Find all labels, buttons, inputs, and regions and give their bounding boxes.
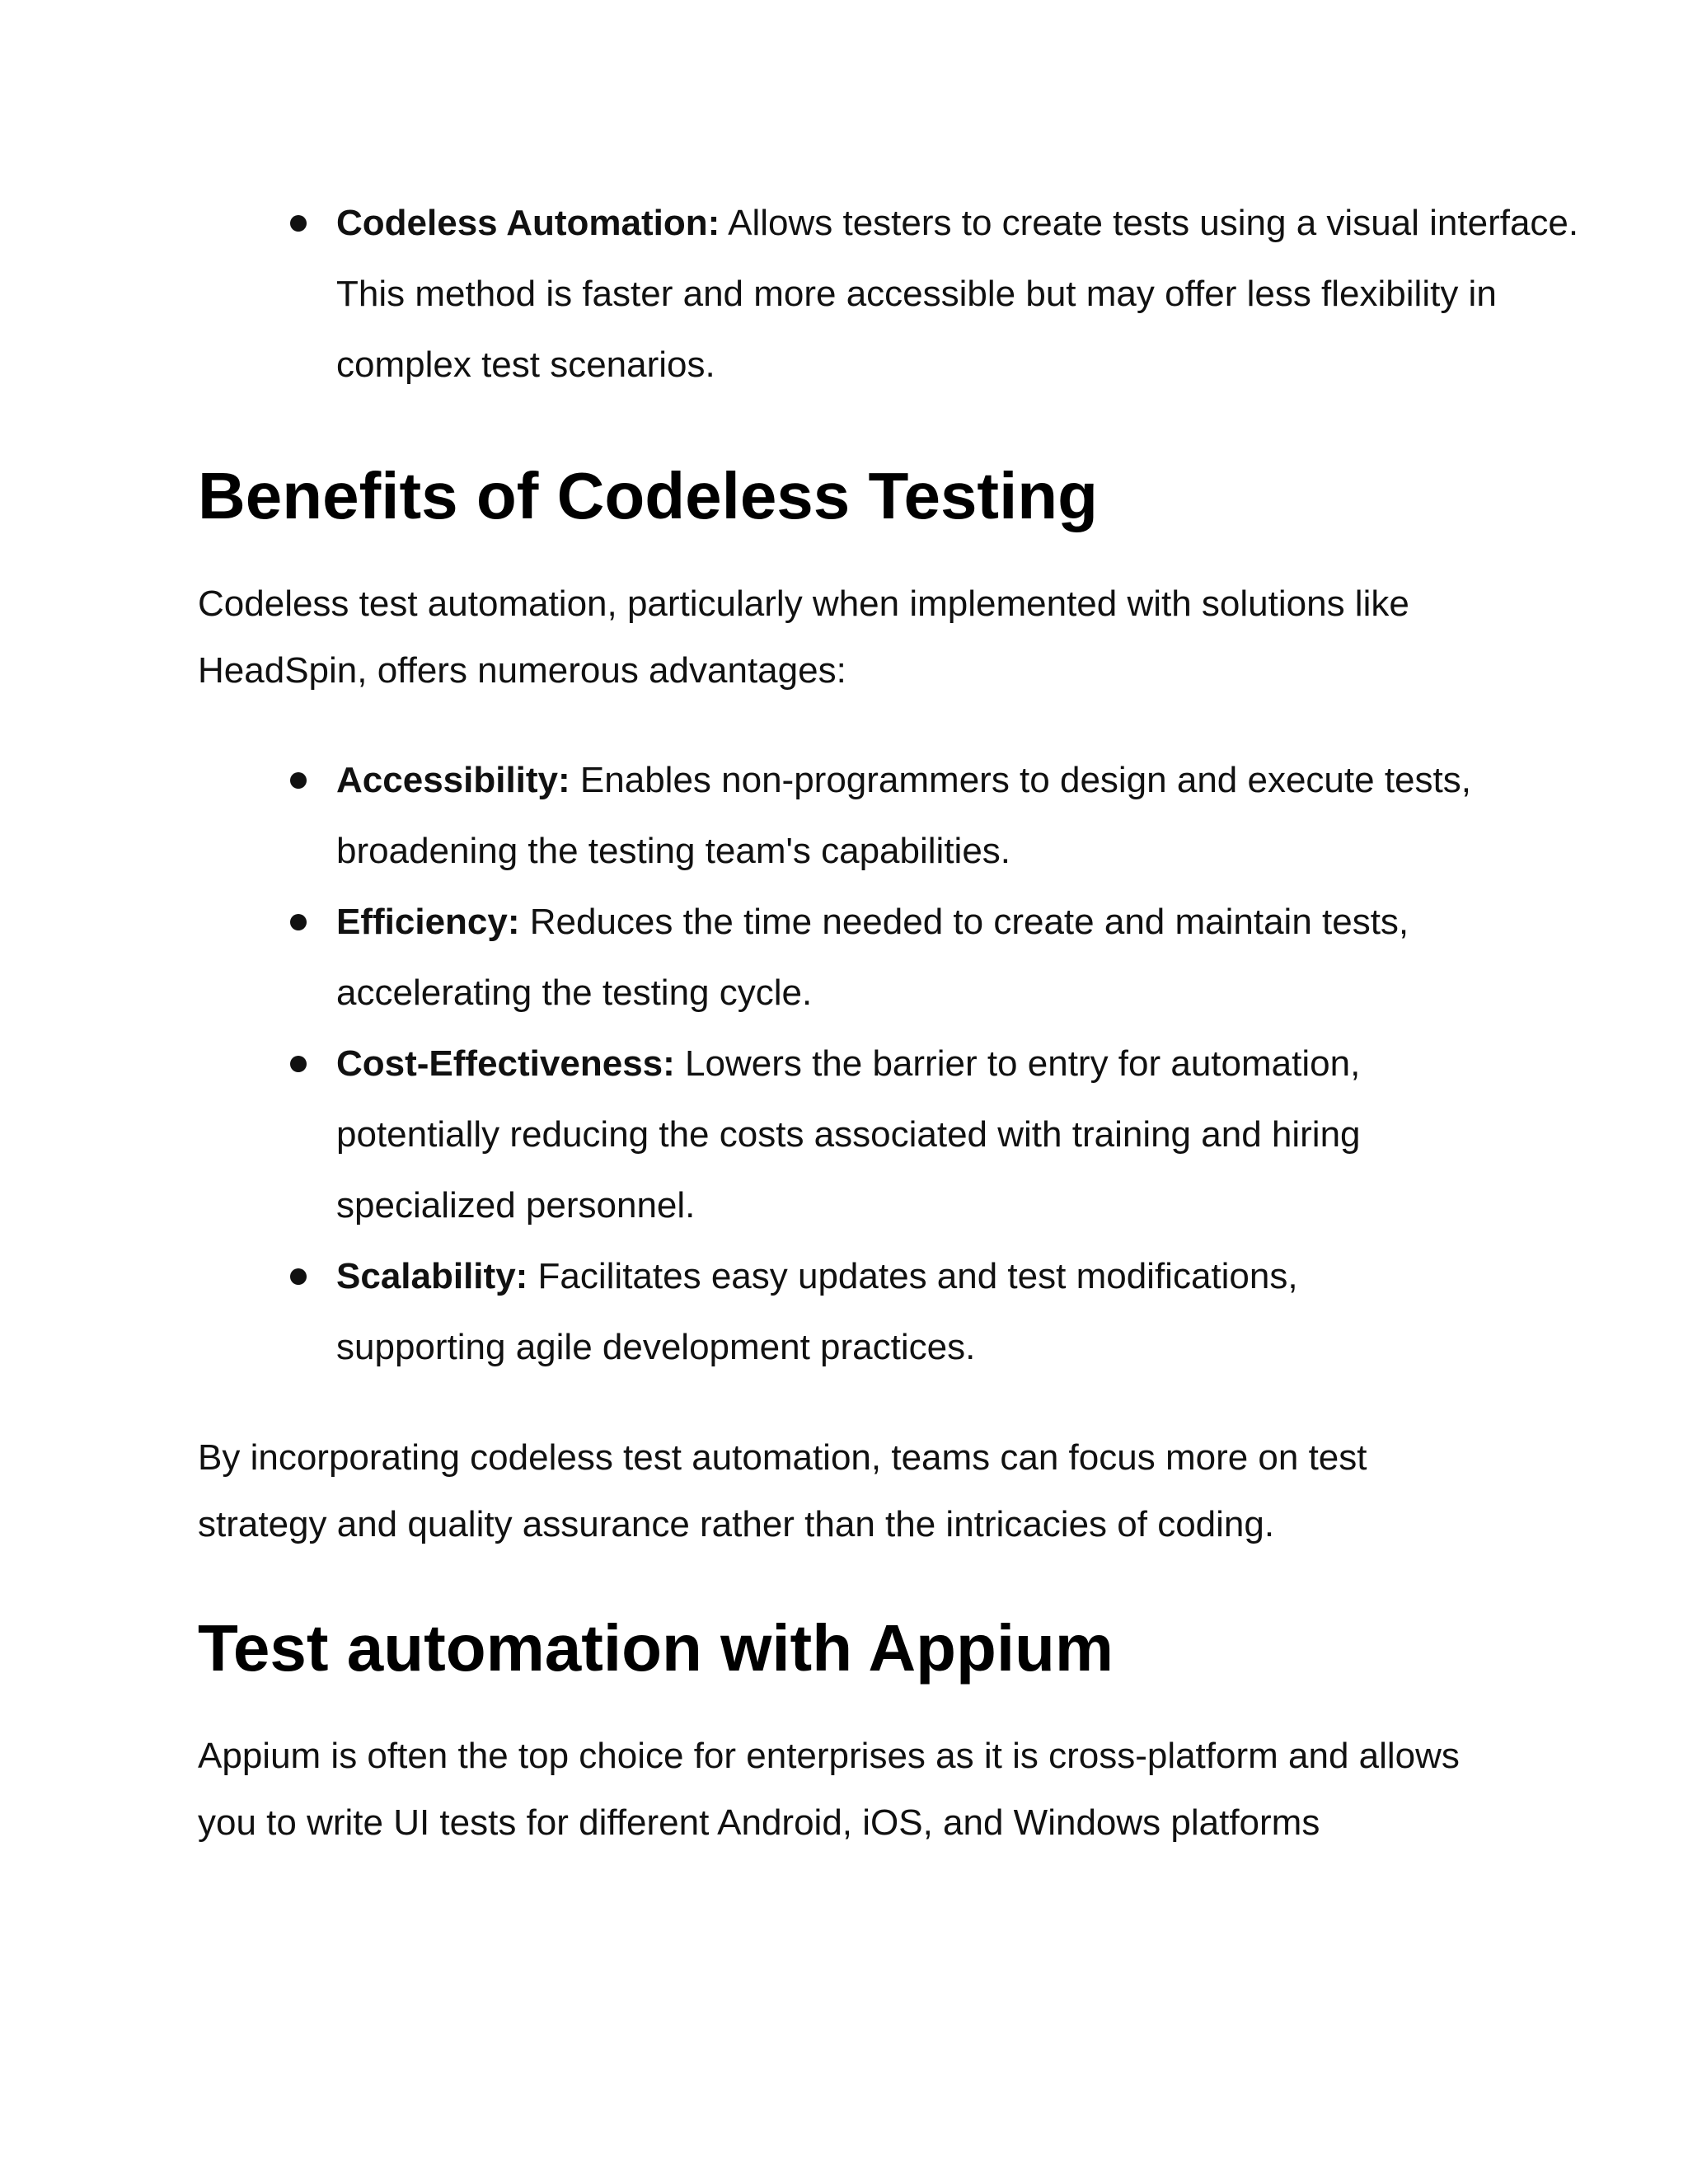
list-item-term: Accessibility: [336, 760, 570, 800]
bullet-list-benefits [198, 745, 1484, 1383]
appium-paragraph: Appium is often the top choice for enterprises as it is cross-platform and allows you to write UI tests for different Android, iOS, and Windows platforms [198, 1736, 1460, 1843]
section-heading-appium: Test automation with Appium [198, 1611, 1114, 1685]
list-item-text: Enables non-programmers to design and execute tests, broadening the testing team's capabilities. [336, 760, 1471, 871]
list-item [336, 887, 1484, 1029]
list-item-term: Cost-Effectiveness: [336, 1043, 675, 1084]
document-content [198, 188, 1579, 1856]
closing-paragraph: By incorporating codeless test automation, teams can focus more on test strategy and quality assurance rather than the intricacies of coding. [198, 1437, 1367, 1544]
list-item-term: Codeless Automation: [336, 203, 720, 243]
list-item [336, 188, 1589, 401]
bullet-list-automation-types [198, 188, 1579, 401]
bullet-icon [290, 772, 307, 789]
list-item [336, 745, 1484, 887]
bullet-icon [290, 1268, 307, 1285]
section-heading-benefits: Benefits of Codeless Testing [198, 459, 1099, 532]
list-item [336, 1029, 1441, 1241]
bullet-icon [290, 215, 307, 232]
list-item-text: Lowers the barrier to entry for automation, potentially reducing the costs associated with training and hiring specialized personnel. [336, 1043, 1361, 1226]
list-item-text: Facilitates easy updates and test modifications, supporting agile development practices. [336, 1256, 1298, 1367]
list-item-text: Reduces the time needed to create and maintain tests, accelerating the testing cycle. [336, 902, 1409, 1013]
list-item-text: Allows testers to create tests using a visual interface. This method is faster and more accessible but may offer less flexibility in complex test scenarios. [336, 203, 1579, 385]
list-item-term: Efficiency: [336, 902, 520, 942]
bullet-icon [290, 1056, 307, 1072]
list-item [336, 1241, 1441, 1383]
list-item-term: Scalability: [336, 1256, 528, 1296]
intro-paragraph: Codeless test automation, particularly when implemented with solutions like HeadSpin, offers numerous advantages: [198, 583, 1409, 691]
bullet-icon [290, 914, 307, 930]
